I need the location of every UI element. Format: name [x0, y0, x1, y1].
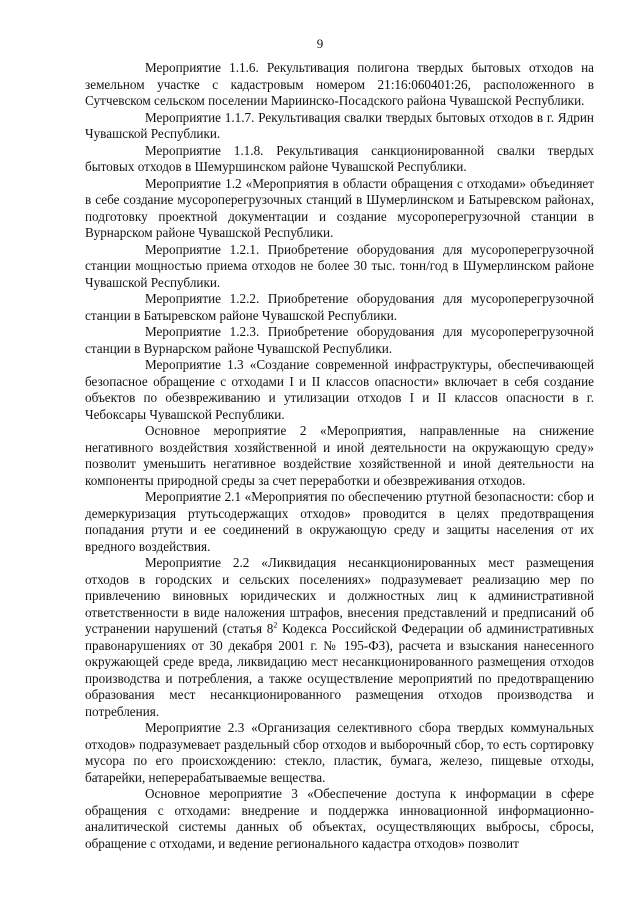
- paragraph-main-3: Основное мероприятие 3 «Обеспечение доступа к информации в сфере обращения с отходами: внедрение и поддержка инновационной информационно-аналитической системы данных об объектах, осуществляющих выбросы, сбросы, обращение с отходами, и ведение регионального кадастра отходов» позволит: [85, 786, 594, 851]
- document-body: [85, 60, 594, 852]
- paragraph-2-2-text-before: Мероприятие 2.2 «Ликвидация несанкционированных мест размещения отходов в городских и сельских поселениях» подразумевает реализацию мер по привлечению виновных юридических и должностных лиц к административной ответственности в виде наложения штрафов, внесения представлений и предписаний об устранении нарушений (статья 8: [85, 555, 594, 636]
- paragraph-2-1: Мероприятие 2.1 «Мероприятия по обеспечению ртутной безопасности: сбор и демеркуризация ртутьсодержащих отходов» проводится в целях предотвращения попадания ртути и ее соединений в окружающую среду и защиты населения от их вредного воздействия.: [85, 489, 594, 554]
- article-superscript: 2: [273, 620, 278, 630]
- paragraph-1-2-1: Мероприятие 1.2.1. Приобретение оборудования для мусороперегрузочной станции мощностью приема отходов не более 30 тыс. тонн/год в Шумерлинском районе Чувашской Республики.: [85, 241, 594, 290]
- paragraph-main-2: Основное мероприятие 2 «Мероприятия, направленные на снижение негативного воздействия хозяйственной и иной деятельности на окружающую среду» позволит уменьшить негативное воздействие хозяйственной и иной деятельности на компоненты природной среды за счет переработки и обезвреживания отходов.: [85, 423, 594, 488]
- paragraph-1-2-3: Мероприятие 1.2.3. Приобретение оборудования для мусороперегрузочной станции в Вурнарском районе Чувашской Республики.: [85, 324, 594, 356]
- paragraph-1-1-6: Мероприятие 1.1.6. Рекультивация полигона твердых бытовых отходов на земельном участке с кадастровым номером 21:16:060401:26, расположенного в Сутчевском сельском поселении Мариинско-Посадского района Чувашской Республики.: [85, 60, 594, 108]
- paragraph-2-2: [85, 555, 594, 720]
- paragraph-1-3: Мероприятие 1.3 «Создание современной инфраструктуры, обеспечивающей безопасное обращение с отходами I и II классов опасности» включает в себя создание объектов по обезвреживанию и утилизации отходов I и II классов опасности в г. Чебоксары Чувашской Республики.: [85, 357, 594, 422]
- paragraph-1-1-8: Мероприятие 1.1.8. Рекультивация санкционированной свалки твердых бытовых отходов в Шемуршинском районе Чувашской Республики.: [85, 142, 594, 174]
- paragraph-2-3: Мероприятие 2.3 «Организация селективного сбора твердых коммунальных отходов» подразумевает раздельный сбор отходов и выборочный сбор, то есть сортировку мусора по его происхождению: стекло, пластик, бумага, железо, пищевые отходы, батарейки, неперерабатываемые вещества.: [85, 720, 594, 785]
- paragraph-2-2-text-after: Кодекса Российской Федерации об административных правонарушениях от 30 декабря 2001 г. № 195-ФЗ), расчета и взыскания нанесенного окружающей среде вреда, ликвидацию мест несанкционированного размещения отходов производства и потребления, а также осуществление мероприятий по предотвращению образования мест несанкционированного размещения отходов производства и потребления.: [85, 621, 594, 719]
- paragraph-1-1-7: Мероприятие 1.1.7. Рекультивация свалки твердых бытовых отходов в г. Ядрин Чувашской Республики.: [85, 109, 594, 141]
- paragraph-1-2: Мероприятие 1.2 «Мероприятия в области обращения с отходами» объединяет в себе создание мусороперегрузочных станций в Шумерлинском и Батыревском районах, подготовку проектной документации и создание мусороперегрузочной станции в Вурнарском районе Чувашской Республики.: [85, 175, 594, 240]
- paragraph-1-2-2: Мероприятие 1.2.2. Приобретение оборудования для мусороперегрузочной станции в Батыревском районе Чувашской Республики.: [85, 291, 594, 323]
- page-number: 9: [316, 36, 324, 51]
